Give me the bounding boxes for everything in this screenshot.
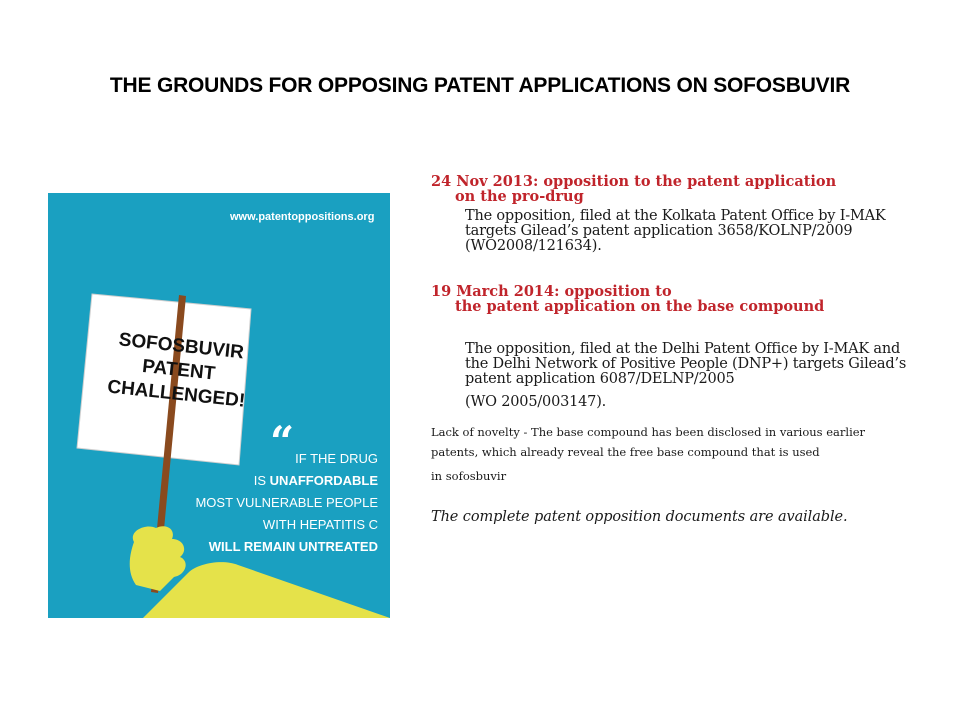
item2-heading: 19 March 2014: opposition to the patent application on the base compound (431, 283, 825, 315)
quote-mark: “ (270, 417, 295, 466)
novelty-text: Lack of novelty - The base compound has been disclosed in various earlier patents, which already reveal the free base compound that is used (431, 425, 866, 459)
quote-line: IS UNAFFORDABLE (253, 473, 378, 488)
quote-line: WITH HEPATITIS C (262, 517, 378, 532)
slide-title: THE GROUNDS FOR OPPOSING PATENT APPLICATIONS ON SOFOSBUVIR (109, 74, 851, 97)
item1-body: The opposition, filed at the Kolkata Patent Office by I-MAK targets Gilead’s patent application 3658/KOLNP/2009 (WO2008/121634). (465, 208, 886, 254)
sign-line: CHALLENGED! (106, 376, 247, 412)
quote-line: IF THE DRUG (295, 451, 378, 466)
poster-url: www.patentoppositions.org (230, 211, 375, 223)
quote-line: WILL REMAIN UNTREATED (208, 539, 378, 554)
item2-body: The opposition, filed at the Delhi Patent Office by I-MAK and the Delhi Network of Positive People (DNP+) targets Gilead’s patent application 6087/DELNP/2005 (465, 341, 907, 387)
quote-line: MOST VULNERABLE PEOPLE (195, 495, 378, 510)
poster-image (48, 193, 390, 618)
sign-line: PATENT (141, 355, 217, 385)
content-column (431, 174, 909, 525)
novelty-text-cont: in sofosbuvir (431, 469, 507, 483)
closing-note: The complete patent opposition documents are available. (431, 509, 848, 525)
item2-body-ref: (WO 2005/003147). (465, 394, 607, 410)
sign-line: SOFOSBUVIR (117, 329, 245, 364)
poster-quote (178, 448, 378, 558)
item1-heading: 24 Nov 2013: opposition to the patent application on the pro-drug (431, 173, 837, 205)
